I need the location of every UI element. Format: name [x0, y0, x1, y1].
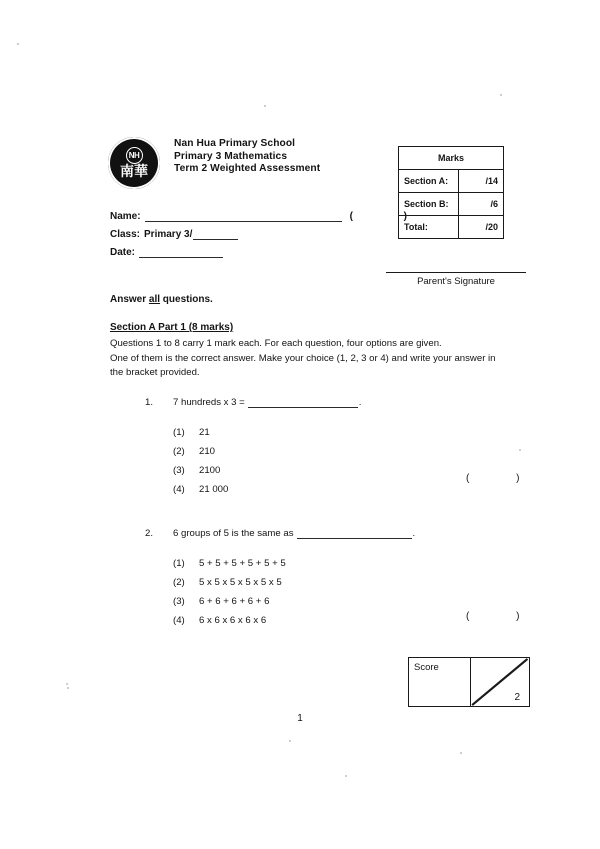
instruction-line-3: the bracket provided. — [110, 367, 200, 378]
option-1-text: 21 — [199, 427, 210, 438]
assessment-line: Term 2 Weighted Assessment — [174, 163, 321, 175]
answer-all-suffix: questions. — [160, 294, 213, 305]
scan-speckle — [500, 94, 502, 96]
option-3-tag: (3) — [173, 596, 185, 607]
scan-speckle — [67, 687, 69, 689]
marks-title-row — [399, 147, 504, 170]
list-item[interactable] — [173, 592, 545, 611]
list-item[interactable] — [173, 423, 545, 442]
scan-speckle — [345, 775, 347, 777]
class-field-row — [110, 222, 431, 240]
option-4-tag: (4) — [173, 615, 185, 626]
answer-all-instruction — [110, 294, 213, 305]
school-logo — [108, 137, 160, 189]
option-4-tag: (4) — [173, 484, 185, 495]
option-4-text: 6 x 6 x 6 x 6 x 6 — [199, 615, 267, 626]
logo-initials: NH — [126, 147, 143, 164]
question-2-answer-bracket[interactable]: ( ) — [466, 611, 542, 622]
scan-speckle — [289, 740, 291, 742]
question-2-text: 6 groups of 5 is the same as — [173, 528, 294, 539]
class-input-line[interactable] — [193, 228, 238, 240]
question-2-number: 2. — [145, 528, 154, 539]
scan-speckle — [66, 683, 68, 685]
section-a-heading: Section A Part 1 (8 marks) — [110, 322, 234, 333]
scan-speckle — [264, 105, 266, 107]
option-2-tag: (2) — [173, 446, 185, 457]
section-a-value[interactable]: /14 — [459, 170, 504, 193]
total-label: Total: — [399, 216, 459, 239]
name-label: Name: — [110, 211, 141, 222]
answer-all-prefix: Answer — [110, 294, 149, 305]
question-1-stem-suffix: . — [358, 397, 362, 408]
date-input-line[interactable] — [139, 246, 223, 258]
date-label: Date: — [110, 247, 136, 258]
signature-label: Parent's Signature — [417, 276, 495, 287]
section-b-value[interactable]: /6 — [459, 193, 504, 216]
instructions-body — [110, 337, 550, 381]
list-item[interactable] — [173, 554, 545, 573]
document-header — [108, 136, 378, 189]
marks-title: Marks — [399, 147, 504, 170]
school-name: Nan Hua Primary School — [174, 138, 296, 149]
total-value[interactable]: /20 — [459, 216, 504, 239]
section-b-label: Section B: — [399, 193, 459, 216]
score-value: 2 — [514, 692, 521, 703]
student-fields — [110, 204, 431, 258]
option-3-tag: (3) — [173, 465, 185, 476]
question-2-stem-suffix: . — [412, 528, 416, 539]
question-1-stem — [145, 396, 545, 408]
option-2-text: 5 x 5 x 5 x 5 x 5 x 5 — [199, 577, 282, 588]
option-2-tag: (2) — [173, 577, 185, 588]
class-value: Primary 3/ — [144, 229, 193, 240]
signature-line[interactable] — [386, 272, 526, 273]
option-1-tag: (1) — [173, 558, 185, 569]
option-4-text: 21 000 — [199, 484, 229, 495]
section-a-label: Section A: — [399, 170, 459, 193]
question-2-stem — [145, 527, 545, 539]
score-box — [408, 657, 530, 707]
question-1-answer-bracket[interactable]: ( ) — [466, 473, 542, 484]
question-1-options — [173, 423, 545, 499]
scan-speckle — [460, 752, 462, 754]
date-field-row — [110, 240, 431, 258]
name-field-row — [110, 204, 431, 222]
question-2-answer-blank[interactable] — [297, 527, 412, 539]
question-1-number: 1. — [145, 397, 154, 408]
option-3-text: 2100 — [199, 465, 221, 476]
title-lines — [174, 136, 320, 176]
score-label: Score — [409, 658, 471, 706]
subject-line: Primary 3 Mathematics — [174, 150, 288, 162]
option-2-text: 210 — [199, 446, 216, 457]
page-number: 1 — [297, 713, 303, 724]
option-1-tag: (1) — [173, 427, 185, 438]
answer-all-underlined: all — [148, 294, 161, 305]
list-item[interactable] — [173, 442, 545, 461]
logo-chinese-characters: 南華 — [120, 164, 148, 180]
list-item[interactable] — [173, 573, 545, 592]
scan-speckle — [17, 43, 19, 45]
diagonal-slash-icon — [471, 658, 529, 706]
question-1-text: 7 hundreds x 3 = — [173, 397, 245, 408]
table-row — [399, 216, 504, 239]
score-value-cell[interactable] — [471, 658, 529, 706]
name-input-line[interactable] — [145, 210, 342, 222]
name-index-bracket: ( ) — [349, 211, 432, 222]
instruction-line-2: One of them is the correct answer. Make your choice (1, 2, 3 or 4) and write your answer in — [110, 352, 496, 364]
question-1-answer-blank[interactable] — [248, 396, 358, 408]
option-1-text: 5 + 5 + 5 + 5 + 5 + 5 — [199, 558, 286, 569]
marks-table — [398, 146, 504, 239]
instruction-line-1: Questions 1 to 8 carry 1 mark each. For each question, four options are given. — [110, 338, 442, 349]
option-3-text: 6 + 6 + 6 + 6 + 6 — [199, 596, 270, 607]
class-label: Class: — [110, 229, 141, 240]
table-row — [399, 193, 504, 216]
table-row — [399, 170, 504, 193]
